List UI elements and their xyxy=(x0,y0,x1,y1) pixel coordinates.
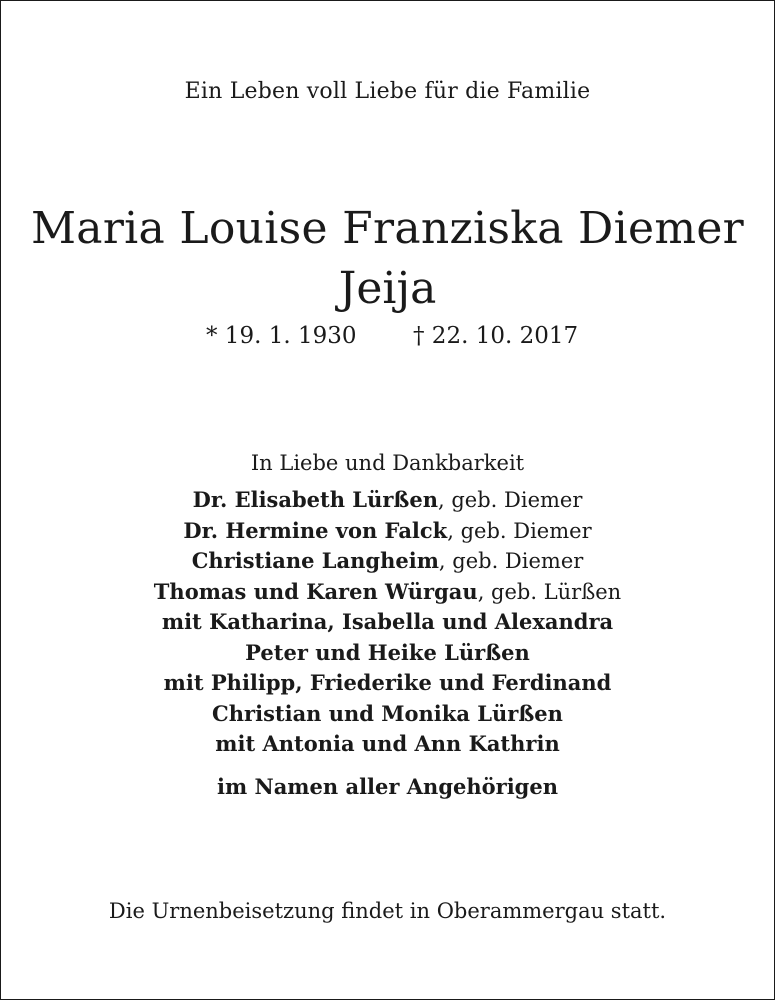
motto-line: Ein Leben voll Liebe für die Familie xyxy=(184,79,591,104)
mourner-line xyxy=(1,638,774,669)
mourner-suffix: , geb. Diemer xyxy=(438,488,583,512)
deceased-full-name: Maria Louise Franziska Diemer xyxy=(30,203,745,254)
mourner-line xyxy=(1,607,774,638)
mourner-name: Christiane Langheim xyxy=(191,548,439,573)
mourner-name: mit Philipp, Friederike und Ferdinand xyxy=(163,670,612,695)
mourner-line xyxy=(1,516,774,547)
mourner-line xyxy=(1,546,774,577)
mourner-line xyxy=(1,668,774,699)
mourners-list xyxy=(1,485,774,760)
mourner-suffix: , geb. Diemer xyxy=(447,518,592,543)
mourner-line xyxy=(1,577,774,608)
mourner-name: mit Antonia und Ann Kathrin xyxy=(215,731,560,756)
deceased-nickname: Jeija xyxy=(338,263,437,314)
mourner-line xyxy=(1,485,774,516)
mourner-suffix: , geb. Diemer xyxy=(438,549,584,573)
death-date: † 22. 10. 2017 xyxy=(413,323,579,349)
mourner-line xyxy=(1,729,774,760)
burial-note: Die Urnenbeisetzung findet in Oberammergau statt. xyxy=(108,899,667,923)
mourner-name: Dr. Hermine von Falck xyxy=(183,517,448,543)
on-behalf-line: im Namen aller Angehörigen xyxy=(216,774,558,799)
mourner-name: Christian und Monika Lürßen xyxy=(212,700,563,726)
mourner-suffix: , geb. Lürßen xyxy=(477,579,622,604)
mourner-line xyxy=(1,699,774,730)
mourner-name: Peter und Heike Lürßen xyxy=(245,639,530,665)
birth-date: * 19. 1. 1930 xyxy=(206,323,357,349)
mourner-name: mit Katharina, Isabella und Alexandra xyxy=(161,609,614,634)
thanks-heading: In Liebe und Dankbarkeit xyxy=(250,451,525,475)
mourner-name: Dr. Elisabeth Lürßen xyxy=(192,487,438,512)
mourner-name: Thomas und Karen Würgau xyxy=(153,578,478,604)
